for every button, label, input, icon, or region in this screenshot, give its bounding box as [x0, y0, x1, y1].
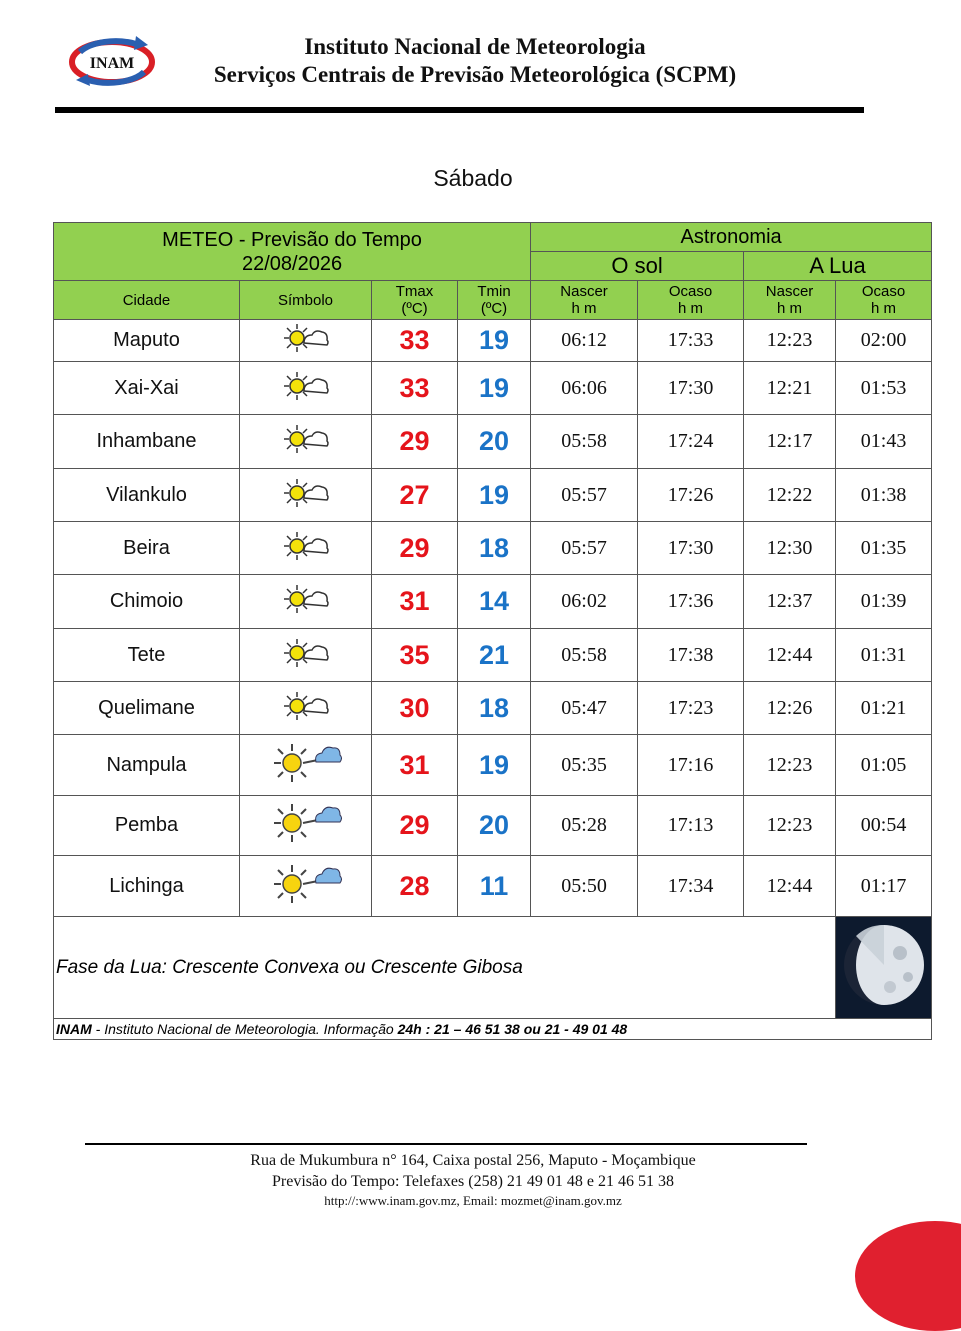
city-name: Beira — [54, 522, 240, 575]
city-name: Vilankulo — [54, 469, 240, 522]
sunny-cloud-icon — [240, 856, 372, 917]
tmin-value: 18 — [458, 522, 531, 575]
forecast-table — [53, 222, 932, 1040]
footer-rule — [85, 1143, 807, 1145]
moon-set-time: 02:00 — [836, 320, 932, 362]
footer-address: Rua de Mukumbura n° 164, Caixa postal 256, Maputo - Moçambique — [250, 1152, 696, 1169]
moon-rise-time: 12:17 — [744, 415, 836, 469]
inam-logo — [66, 30, 162, 92]
tmax-value: 31 — [372, 735, 458, 796]
tmax-value: 29 — [372, 522, 458, 575]
moon-rise-time: 12:23 — [744, 796, 836, 856]
sunny-cloud-icon — [240, 796, 372, 856]
moon-set-time: 01:38 — [836, 469, 932, 522]
tmin-value: 20 — [458, 796, 531, 856]
tmax-value: 29 — [372, 415, 458, 469]
forecast-date: 22/08/2026 — [241, 252, 343, 275]
sun-rise-time: 05:47 — [531, 682, 638, 735]
tmax-value: 27 — [372, 469, 458, 522]
city-name: Pemba — [54, 796, 240, 856]
moon-header: A Lua — [744, 252, 932, 281]
partly-cloudy-icon — [240, 415, 372, 469]
table-row — [54, 796, 932, 856]
tmax-value: 35 — [372, 629, 458, 682]
moon-set-time: 01:17 — [836, 856, 932, 917]
tmax-value: 33 — [372, 362, 458, 415]
logo-text: INAM — [89, 55, 135, 72]
table-row — [54, 415, 932, 469]
waxing-gibbous-moon-icon — [838, 917, 930, 1013]
tmin-value: 20 — [458, 415, 531, 469]
sun-rise-time: 05:35 — [531, 735, 638, 796]
sun-rise-time: 05:58 — [531, 629, 638, 682]
moon-rise-time: 12:23 — [744, 735, 836, 796]
corner-decoration — [855, 1221, 961, 1331]
header-rule — [55, 107, 864, 113]
sun-rise-time: 06:12 — [531, 320, 638, 362]
col-city: Cidade — [54, 281, 240, 320]
tmin-value: 14 — [458, 575, 531, 629]
partly-cloudy-icon — [240, 362, 372, 415]
sun-rise-time: 05:57 — [531, 522, 638, 575]
col-moon-rise: Nascer h m — [744, 281, 836, 320]
sun-rise-time: 06:06 — [531, 362, 638, 415]
tmin-value: 18 — [458, 682, 531, 735]
moon-phase-image — [836, 917, 932, 1019]
sun-set-time: 17:34 — [638, 856, 744, 917]
tmin-value: 19 — [458, 362, 531, 415]
sun-set-time: 17:33 — [638, 320, 744, 362]
moon-set-time: 01:53 — [836, 362, 932, 415]
table-row — [54, 320, 932, 362]
moon-set-time: 00:54 — [836, 796, 932, 856]
partly-cloudy-icon — [240, 682, 372, 735]
table-row — [54, 575, 932, 629]
day-title: Sábado — [433, 165, 513, 191]
moon-rise-time: 12:37 — [744, 575, 836, 629]
header-title: Instituto Nacional de Meteorologia — [304, 34, 646, 59]
city-name: Nampula — [54, 735, 240, 796]
moon-phase: Fase da Lua: Crescente Convexa ou Crescente Gibosa — [54, 917, 836, 1019]
table-row — [54, 522, 932, 575]
tmin-value: 21 — [458, 629, 531, 682]
sun-set-time: 17:16 — [638, 735, 744, 796]
col-tmax: Tmax (ºC) — [372, 281, 458, 320]
moon-rise-time: 12:21 — [744, 362, 836, 415]
table-title — [54, 223, 531, 281]
city-name: Xai-Xai — [54, 362, 240, 415]
sun-rise-time: 05:28 — [531, 796, 638, 856]
sun-header: O sol — [531, 252, 744, 281]
table-row — [54, 362, 932, 415]
partly-cloudy-icon — [240, 320, 372, 362]
sun-set-time: 17:36 — [638, 575, 744, 629]
col-sun-set: Ocaso h m — [638, 281, 744, 320]
tmax-value: 33 — [372, 320, 458, 362]
table-row — [54, 469, 932, 522]
moon-rise-time: 12:22 — [744, 469, 836, 522]
sunny-cloud-icon — [240, 735, 372, 796]
city-name: Lichinga — [54, 856, 240, 917]
sun-set-time: 17:13 — [638, 796, 744, 856]
sun-rise-time: 05:58 — [531, 415, 638, 469]
page-header — [170, 34, 780, 90]
moon-set-time: 01:35 — [836, 522, 932, 575]
moon-rise-time: 12:23 — [744, 320, 836, 362]
city-name: Chimoio — [54, 575, 240, 629]
forecast-title: METEO - Previsão do Tempo — [162, 228, 422, 251]
col-tmin: Tmin (ºC) — [458, 281, 531, 320]
partly-cloudy-icon — [240, 575, 372, 629]
header-subtitle: Serviços Centrais de Previsão Meteorológica (SCPM) — [213, 62, 737, 87]
sun-set-time: 17:24 — [638, 415, 744, 469]
sun-rise-time: 06:02 — [531, 575, 638, 629]
tmax-value: 28 — [372, 856, 458, 917]
sun-set-time: 17:30 — [638, 362, 744, 415]
footer-phones: Previsão do Tempo: Telefaxes (258) 21 49 01 48 e 21 46 51 38 — [272, 1173, 674, 1190]
tmax-value: 31 — [372, 575, 458, 629]
table-row — [54, 735, 932, 796]
moon-set-time: 01:43 — [836, 415, 932, 469]
partly-cloudy-icon — [240, 522, 372, 575]
table-row — [54, 682, 932, 735]
tmin-value: 19 — [458, 735, 531, 796]
moon-set-time: 01:05 — [836, 735, 932, 796]
table-footer: INAM - Instituto Nacional de Meteorologia. Informação 24h : 21 – 46 51 38 ou 21 - 49 01 48 — [54, 1019, 932, 1040]
col-sun-rise: Nascer h m — [531, 281, 638, 320]
city-name: Inhambane — [54, 415, 240, 469]
moon-set-time: 01:39 — [836, 575, 932, 629]
city-name: Tete — [54, 629, 240, 682]
footer-web: http://:www.inam.gov.mz, Email: mozmet@inam.gov.mz — [324, 1193, 622, 1208]
moon-rise-time: 12:26 — [744, 682, 836, 735]
sun-rise-time: 05:57 — [531, 469, 638, 522]
astronomy-header: Astronomia — [531, 223, 932, 252]
sun-set-time: 17:38 — [638, 629, 744, 682]
tmax-value: 30 — [372, 682, 458, 735]
city-name: Maputo — [54, 320, 240, 362]
tmin-value: 19 — [458, 320, 531, 362]
moon-rise-time: 12:30 — [744, 522, 836, 575]
col-moon-set: Ocaso h m — [836, 281, 932, 320]
moon-set-time: 01:31 — [836, 629, 932, 682]
partly-cloudy-icon — [240, 469, 372, 522]
table-row — [54, 856, 932, 917]
tmax-value: 29 — [372, 796, 458, 856]
moon-set-time: 01:21 — [836, 682, 932, 735]
partly-cloudy-icon — [240, 629, 372, 682]
moon-rise-time: 12:44 — [744, 629, 836, 682]
col-symbol: Símbolo — [240, 281, 372, 320]
tmin-value: 19 — [458, 469, 531, 522]
city-name: Quelimane — [54, 682, 240, 735]
sun-set-time: 17:30 — [638, 522, 744, 575]
sun-set-time: 17:23 — [638, 682, 744, 735]
sun-rise-time: 05:50 — [531, 856, 638, 917]
moon-rise-time: 12:44 — [744, 856, 836, 917]
tmin-value: 11 — [458, 856, 531, 917]
sun-set-time: 17:26 — [638, 469, 744, 522]
table-row — [54, 629, 932, 682]
